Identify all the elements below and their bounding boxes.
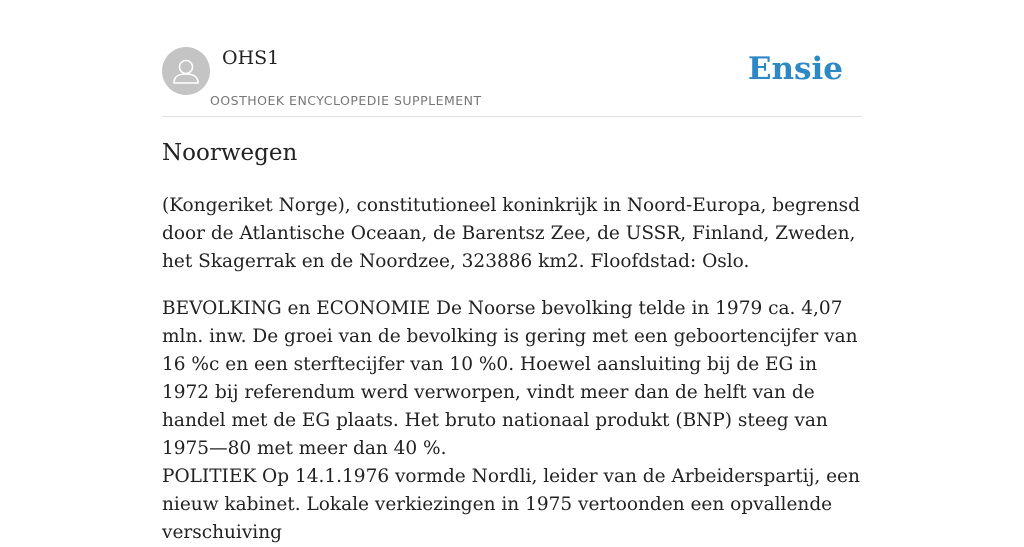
- page-title: Noorwegen: [162, 140, 298, 166]
- article-page: [162, 0, 862, 543]
- article-paragraph: BEVOLKING en ECONOMIE De Noorse bevolking telde in 1979 ca. 4,07 mln. inw. De groei van de bevolking is gering met een geboortencijfer van 16 %c en een sterftecijfer van 10 %0. Hoewel aansluiting bij de EG in 1972 bij referendum werd verworpen, vindt meer dan de helft van de handel met de EG plaats. Het bruto nationaal produkt (BNP) steeg van 1975—80 met meer dan 40 %.: [162, 298, 858, 459]
- source-label[interactable]: OOSTHOEK ENCYCLOPEDIE SUPPLEMENT: [210, 93, 482, 108]
- article-paragraph: (Kongeriket Norge), constitutioneel koninkrijk in Noord-Europa, begrensd door de Atlantische Oceaan, de Barentsz Zee, de USSR, Finland, Zweden, het Skagerrak en de Noordzee, 323886 km2. Floofdstad: Oslo.: [162, 195, 860, 272]
- article-header: [162, 0, 862, 117]
- author-name[interactable]: OHS1: [222, 47, 280, 69]
- avatar[interactable]: [162, 47, 210, 95]
- user-silhouette-icon: [162, 47, 210, 95]
- brand-logo[interactable]: Ensie: [747, 51, 843, 87]
- article-paragraph: POLITIEK Op 14.1.1976 vormde Nordli, leider van de Arbeiderspartij, een nieuw kabinet. Lokale verkiezingen in 1975 vertoonden een opvallende verschuiving: [162, 466, 860, 543]
